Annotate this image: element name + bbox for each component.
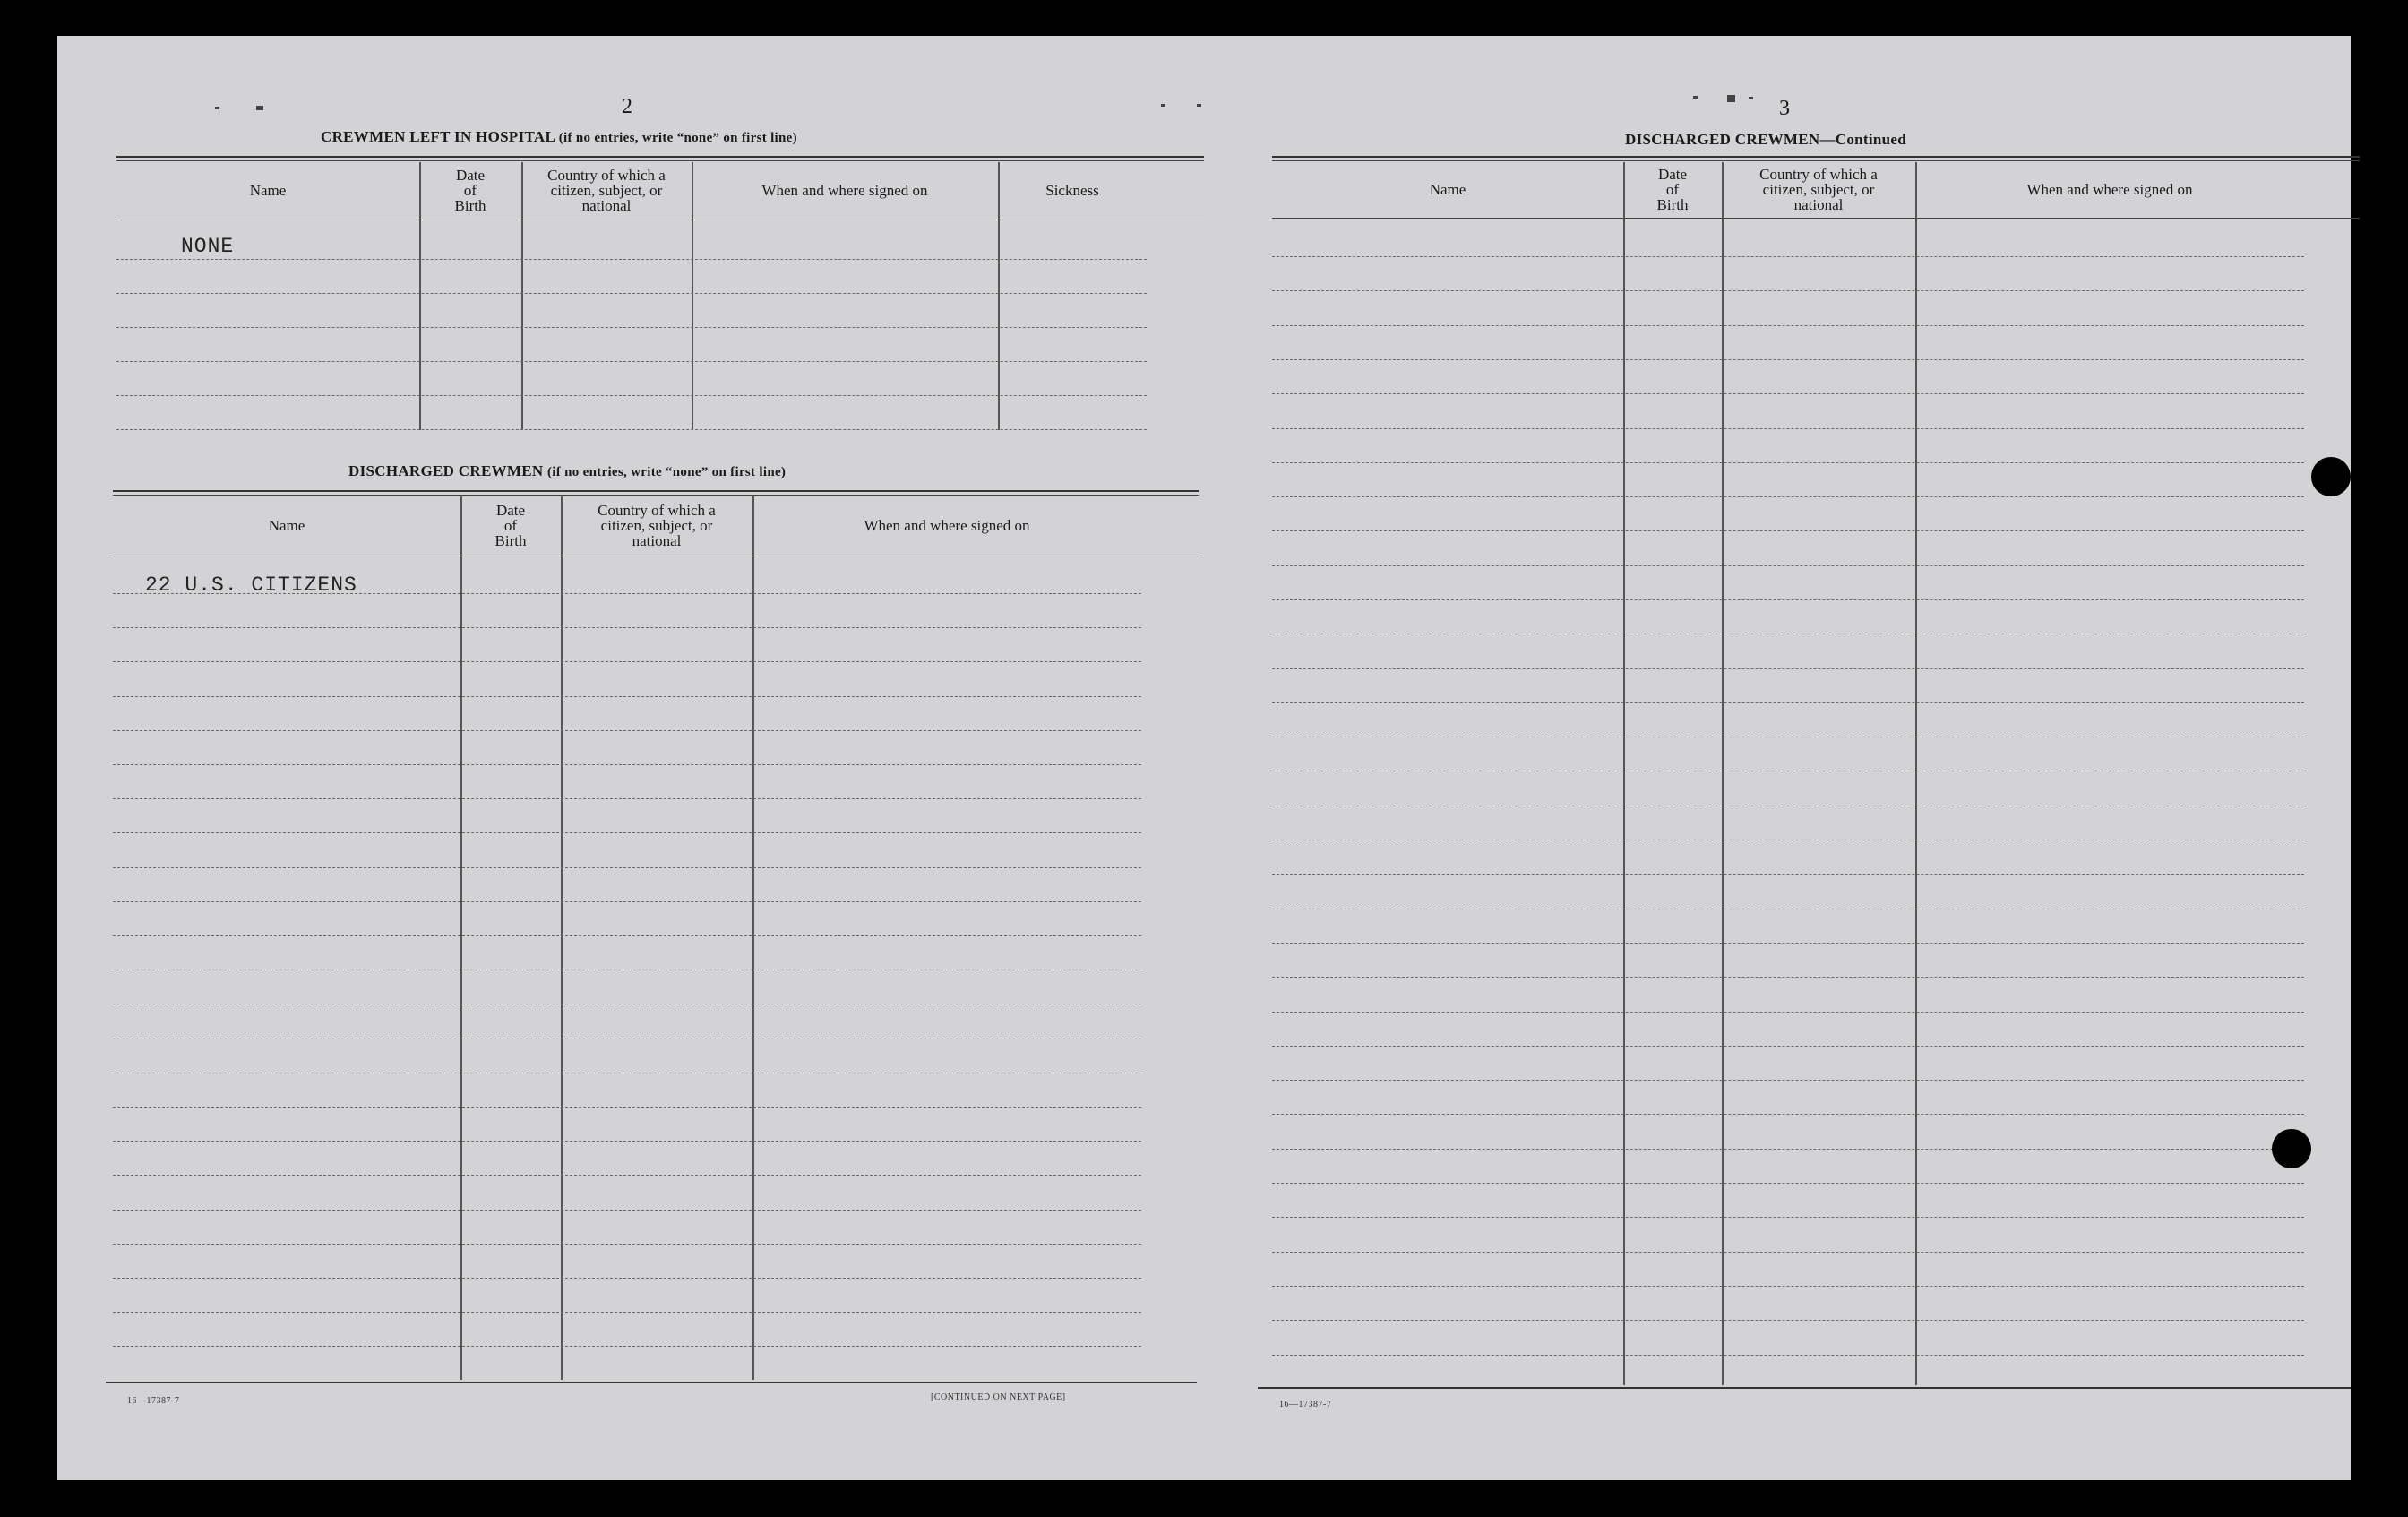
- entry-line: [1272, 977, 2304, 978]
- entry-line: [1272, 599, 2304, 600]
- entry-line: [1272, 530, 2304, 531]
- entry-line: [113, 832, 1141, 833]
- discharged-note: (if no entries, write “none” on first line): [547, 465, 787, 479]
- entry-line: [1272, 565, 2304, 566]
- right-header-rule: [1272, 218, 2360, 219]
- column-divider: [561, 496, 563, 1380]
- right-title: DISCHARGED CREWMEN: [1625, 131, 1820, 148]
- entry-line: [1272, 290, 2304, 291]
- left-bottom-rule: [106, 1382, 1197, 1383]
- mark: [1727, 95, 1735, 102]
- column-header-country: Country of which a citizen, subject, or national: [598, 501, 716, 549]
- hospital-title: CREWMEN LEFT IN HOSPITAL: [321, 128, 555, 145]
- discharged-top-rule-2: [113, 495, 1199, 496]
- entry-line: [1272, 1080, 2304, 1081]
- column-divider: [1623, 162, 1625, 1385]
- column-header-date-of-birth: Date of Birth: [1656, 165, 1689, 213]
- entry-line: [1272, 1114, 2304, 1115]
- entry-line: [1272, 668, 2304, 669]
- entry-line: [1272, 1183, 2304, 1184]
- entry-line: [116, 361, 1147, 362]
- column-divider: [752, 496, 754, 1380]
- right-section-title: [1625, 131, 1906, 149]
- column-divider: [419, 162, 421, 430]
- entry-line: [113, 1346, 1141, 1347]
- entry-line: [1272, 874, 2304, 875]
- entry-line: [113, 1312, 1141, 1313]
- column-divider: [1915, 162, 1917, 1385]
- discharged-entry-count: 22 U.S. CITIZENS: [145, 573, 357, 597]
- entry-line: [1272, 1149, 2304, 1150]
- entry-line: [113, 730, 1141, 731]
- entry-line: [116, 293, 1147, 294]
- entry-line: [1272, 393, 2304, 394]
- entry-line: [113, 1107, 1141, 1108]
- continued-note: [CONTINUED ON NEXT PAGE]: [931, 1392, 1066, 1402]
- entry-line: [113, 1175, 1141, 1176]
- mark: [256, 106, 263, 110]
- entry-line: [1272, 702, 2304, 703]
- entry-line: [116, 429, 1147, 430]
- right-title-suffix: —Continued: [1819, 131, 1906, 148]
- entry-line: [116, 395, 1147, 396]
- hospital-section-title: [321, 128, 797, 146]
- discharged-title: DISCHARGED CREWMEN: [348, 462, 544, 479]
- discharged-section-title: [348, 462, 786, 480]
- column-divider: [460, 496, 462, 1380]
- column-divider: [521, 162, 523, 430]
- mark: [215, 107, 219, 109]
- entry-line: [1272, 1320, 2304, 1321]
- hospital-top-rule-2: [116, 160, 1204, 161]
- entry-line: [113, 696, 1141, 697]
- column-header-when-where-signed-on: When and where signed on: [2026, 180, 2193, 198]
- right-bottom-rule: [1258, 1387, 2351, 1389]
- column-header-country: Country of which a citizen, subject, or national: [547, 166, 666, 214]
- entry-line: [113, 1244, 1141, 1245]
- entry-line: [116, 327, 1147, 328]
- mark: [1693, 96, 1698, 99]
- entry-line: [113, 1210, 1141, 1211]
- hospital-note: (if no entries, write “none” on first line): [558, 131, 797, 145]
- entry-line: [113, 867, 1141, 868]
- mark: [1197, 104, 1201, 107]
- column-header-name: Name: [268, 516, 305, 534]
- entry-line: [1272, 1252, 2304, 1253]
- entry-line: [1272, 1286, 2304, 1287]
- column-header-date-of-birth: Date of Birth: [494, 501, 527, 549]
- column-header-when-where-signed-on: When and where signed on: [761, 181, 928, 199]
- column-header-name: Name: [1429, 180, 1466, 198]
- entry-line: [1272, 256, 2304, 257]
- punch-hole-upper: [2311, 457, 2351, 496]
- discharged-top-rule: [113, 490, 1199, 492]
- entry-line: [113, 1278, 1141, 1279]
- entry-line: [1272, 1046, 2304, 1047]
- column-header-name: Name: [249, 181, 287, 199]
- right-top-rule: [1272, 156, 2360, 158]
- entry-line: [1272, 1355, 2304, 1356]
- entry-line: [113, 935, 1141, 936]
- left-page-number: 2: [622, 95, 632, 118]
- entry-line: [1272, 943, 2304, 944]
- entry-line: [113, 627, 1141, 628]
- mark: [1161, 104, 1165, 107]
- entry-line: [1272, 1217, 2304, 1218]
- entry-line: [116, 259, 1147, 260]
- entry-line: [113, 901, 1141, 902]
- entry-line: [1272, 325, 2304, 326]
- right-form-number: 16—17387-7: [1279, 1400, 1332, 1409]
- entry-line: [1272, 462, 2304, 463]
- hospital-entry-none: NONE: [181, 235, 235, 258]
- column-divider: [1722, 162, 1724, 1385]
- column-header-country: Country of which a citizen, subject, or national: [1759, 165, 1878, 213]
- column-header-when-where-signed-on: When and where signed on: [864, 516, 1030, 534]
- punch-hole-lower: [2272, 1129, 2311, 1168]
- entry-line: [113, 764, 1141, 765]
- hospital-top-rule: [116, 156, 1204, 158]
- right-page-number: 3: [1779, 97, 1790, 120]
- column-header-sickness: Sickness: [1045, 181, 1099, 199]
- entry-line: [1272, 359, 2304, 360]
- left-form-number: 16—17387-7: [127, 1396, 180, 1406]
- entry-line: [1272, 428, 2304, 429]
- entry-line: [113, 1141, 1141, 1142]
- document-sheet: [57, 36, 2351, 1480]
- entry-line: [113, 798, 1141, 799]
- entry-line: [1272, 496, 2304, 497]
- column-header-date-of-birth: Date of Birth: [454, 166, 486, 214]
- mark: [1749, 97, 1753, 99]
- right-top-rule-2: [1272, 160, 2360, 161]
- entry-line: [113, 661, 1141, 662]
- entry-line: [1272, 1012, 2304, 1013]
- column-divider: [692, 162, 693, 430]
- column-divider: [998, 162, 1000, 430]
